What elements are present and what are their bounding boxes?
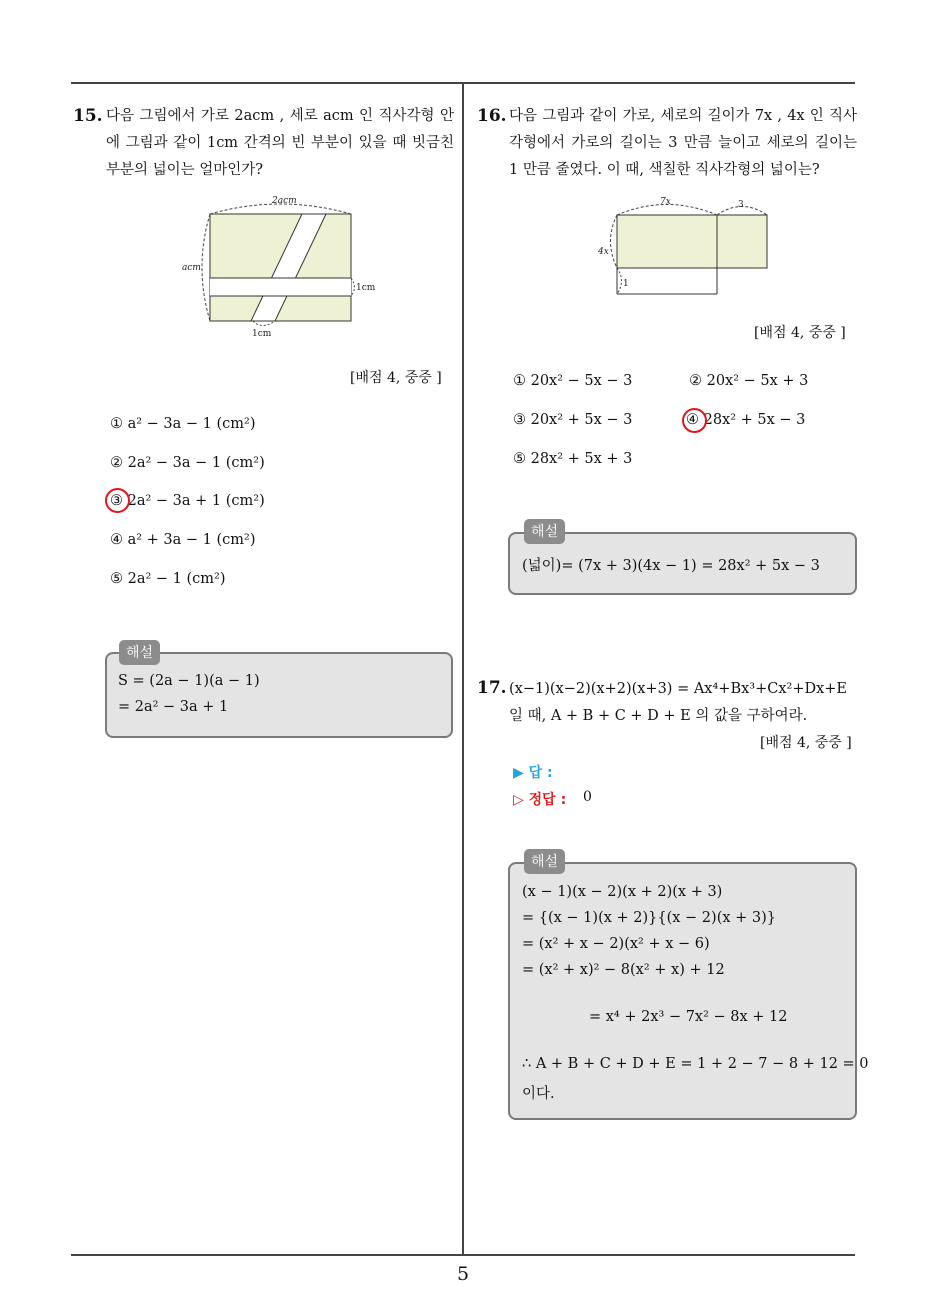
q17-correct-value: 0 <box>583 789 592 805</box>
q16-choice-4[interactable]: ④ 28x² + 5x − 3 <box>686 412 806 428</box>
q16-score: [배점 4, 중중 ] <box>754 325 846 341</box>
q17-correct-label: ▷ 정답 : <box>513 792 567 808</box>
q16-choice-3[interactable]: ③ 20x² + 5x − 3 <box>513 412 633 428</box>
q17-solution-line-1: (x − 1)(x − 2)(x + 2)(x + 3) <box>522 884 723 900</box>
q15-label-left: acm <box>182 263 201 273</box>
q15-choice-2[interactable]: ② 2a² − 3a − 1 (cm²) <box>110 455 265 471</box>
q17-solution-line-4: = (x² + x)² − 8(x² + x) + 12 <box>522 962 725 978</box>
q17-solution-tag: 해설 <box>524 849 565 874</box>
q17-text-line-1: (x−1)(x−2)(x+2)(x+3) = Ax⁴+Bx³+Cx²+Dx+E <box>509 681 848 697</box>
q15-label-bottom: 1cm <box>252 329 272 339</box>
q16-figure <box>594 192 784 302</box>
q17-solution-line-7: 이다. <box>522 1086 555 1102</box>
q17-solution-line-3: = (x² + x − 2)(x² + x − 6) <box>522 936 710 952</box>
q15-text: 다음 그림에서 가로 2acm , 세로 acm 인 직사각형 안에 그림과 같이 1cm 간격의 빈 부분이 있을 때 빗금친 부분의 넓이는 얼마인가? <box>106 108 454 178</box>
q16-solution-line-1: (넓이)= (7x + 3)(4x − 1) = 28x² + 5x − 3 <box>522 558 820 574</box>
q16-label-3: 3 <box>738 200 744 210</box>
q16-label-7x: 7x <box>660 197 671 207</box>
q16-text: 다음 그림과 같이 가로, 세로의 길이가 7x , 4x 인 직사각형에서 가로의 길이는 3 만큼 늘이고 세로의 길이는 1 만큼 줄였다. 이 때, 색칠한 직사각형의 넓이는? <box>509 108 857 178</box>
q15-label-top: 2acm <box>272 196 297 206</box>
q16-solution-tag: 해설 <box>524 519 565 544</box>
column-divider <box>462 83 464 1255</box>
page-number: 5 <box>456 1263 470 1285</box>
q15-solution-line-1: S = (2a − 1)(a − 1) <box>118 673 260 689</box>
q16-choice-1[interactable]: ① 20x² − 5x − 3 <box>513 373 633 389</box>
bottom-rule <box>71 1254 855 1256</box>
q15-choice-5[interactable]: ⑤ 2a² − 1 (cm²) <box>110 571 226 587</box>
q16-number: 16. <box>477 106 507 126</box>
q15-solution-tag: 해설 <box>119 640 160 665</box>
q15-horizontal-strip <box>210 278 351 296</box>
q16-selected-circle <box>682 408 707 433</box>
q16-choice-2[interactable]: ② 20x² − 5x + 3 <box>689 373 809 389</box>
q15-solution-box <box>105 652 453 738</box>
q15-label-right: 1cm <box>356 283 376 293</box>
q15-selected-circle <box>105 488 130 513</box>
q17-solution-line-6: ∴ A + B + C + D + E = 1 + 2 − 7 − 8 + 12 = 0 <box>522 1056 869 1072</box>
q17-solution-box <box>508 862 857 1120</box>
q16-label-1: 1 <box>623 279 629 289</box>
q17-solution-line-2: = {(x − 1)(x + 2)}{(x − 2)(x + 3)} <box>522 910 776 926</box>
q15-choice-4[interactable]: ④ a² + 3a − 1 (cm²) <box>110 532 256 548</box>
q17-text-line-2: 일 때, A + B + C + D + E 의 값을 구하여라. <box>509 708 808 724</box>
q15-choice-1[interactable]: ① a² − 3a − 1 (cm²) <box>110 416 256 432</box>
q15-choice-3[interactable]: ③ 2a² − 3a + 1 (cm²) <box>110 493 265 509</box>
q17-solution-line-5: = x⁴ + 2x³ − 7x² − 8x + 12 <box>589 1009 788 1025</box>
q17-number: 17. <box>477 678 507 698</box>
q15-number: 15. <box>73 106 103 126</box>
q16-choice-5[interactable]: ⑤ 28x² + 5x + 3 <box>513 451 633 467</box>
q16-shaded-rect <box>617 215 767 268</box>
q15-score: [배점 4, 중중 ] <box>350 370 442 386</box>
q15-figure <box>178 192 398 342</box>
q16-label-4x: 4x <box>598 247 609 257</box>
q15-solution-line-2: = 2a² − 3a + 1 <box>118 699 229 715</box>
q17-score: [배점 4, 중중 ] <box>760 735 852 751</box>
q17-answer-label: ▶ 답 : <box>513 765 553 781</box>
